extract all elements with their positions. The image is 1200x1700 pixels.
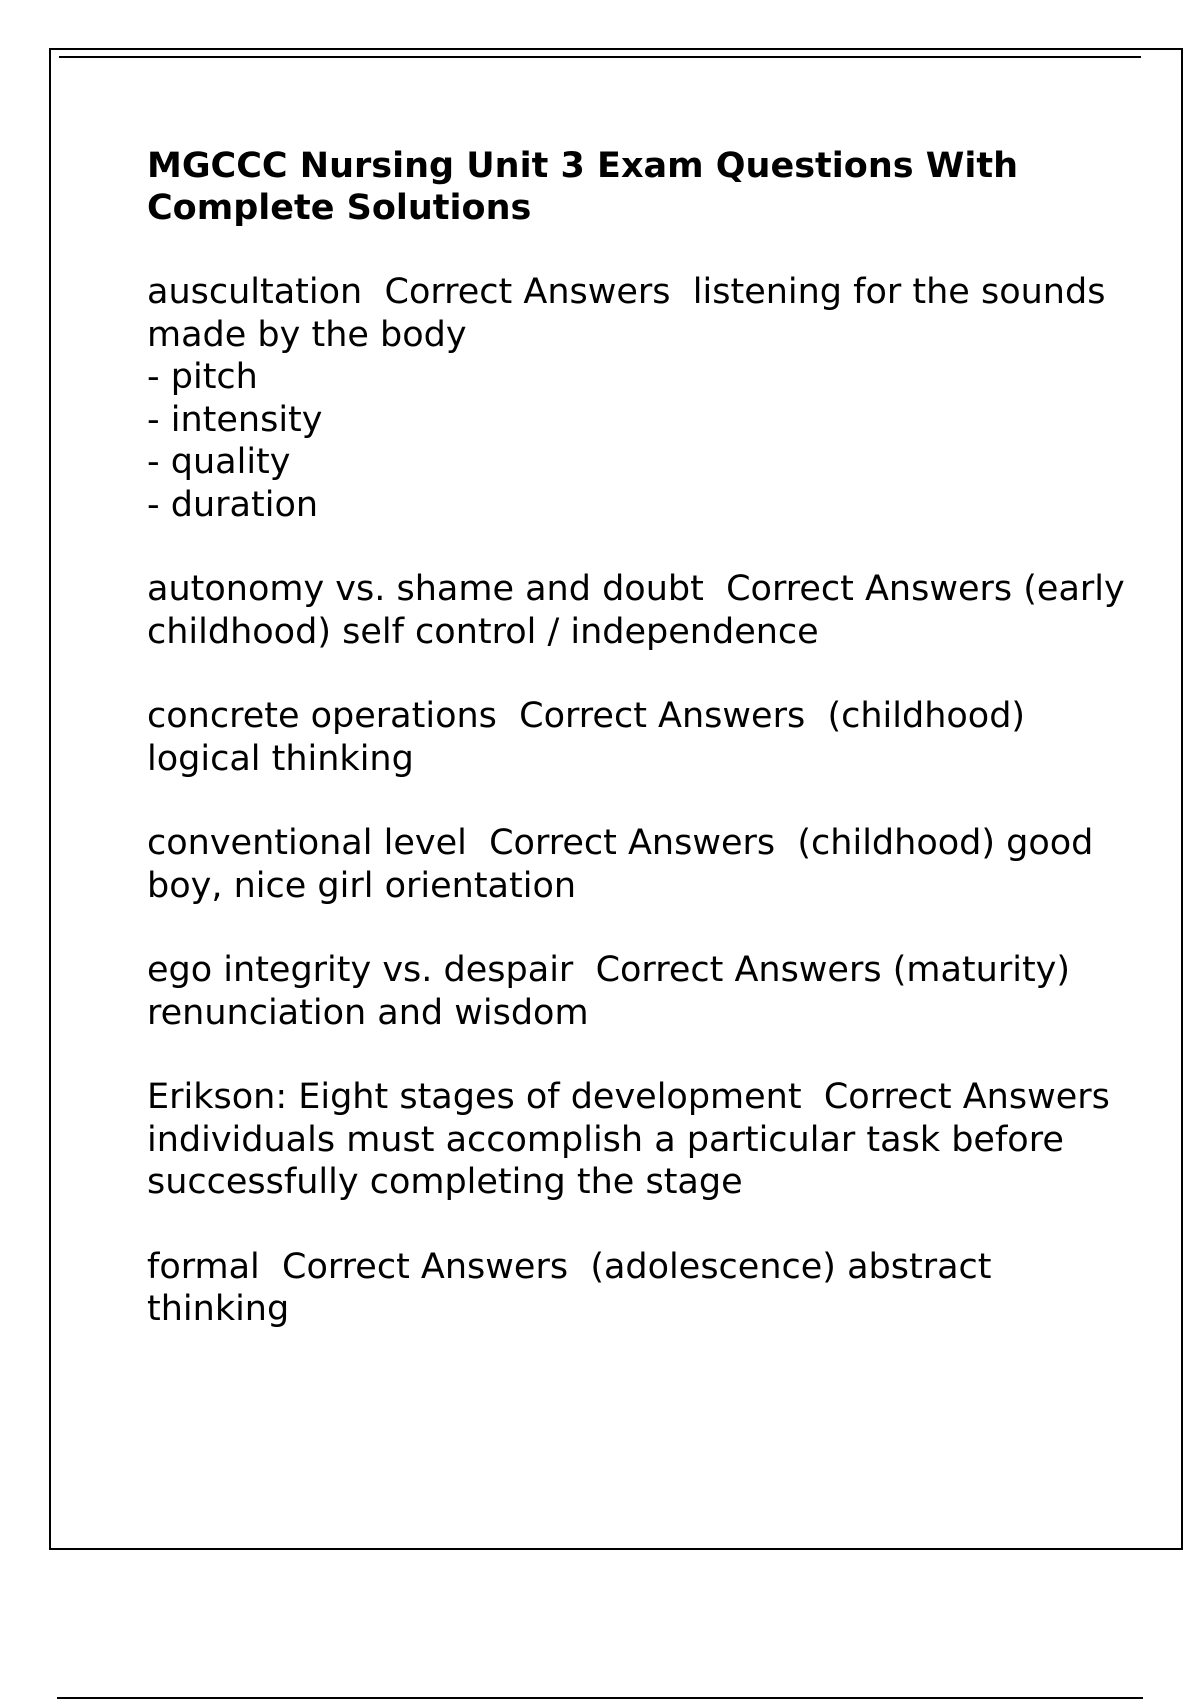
- qa-term: ego integrity vs. despair: [147, 950, 574, 990]
- qa-entry-autonomy: [147, 568, 1136, 653]
- top-rule: [59, 56, 1141, 58]
- qa-term: formal: [147, 1246, 260, 1287]
- qa-entry-auscultation: [147, 271, 1127, 526]
- qa-answer: listening for the sounds made by the body - pitch - intensity - quality - duration: [147, 272, 1106, 525]
- qa-entry-conventional-level: [147, 822, 1127, 907]
- qa-term: autonomy vs. shame and doubt: [147, 569, 704, 609]
- qa-answer: (maturity) renunciation and wisdom: [147, 950, 1082, 1033]
- qa-separator: Correct Answers: [282, 1246, 569, 1287]
- qa-term: Erikson: Eight stages of development: [147, 1077, 802, 1117]
- qa-entry-formal: [147, 1246, 1127, 1331]
- qa-answer: (adolescence) abstract thinking: [147, 1246, 1003, 1329]
- qa-term: conventional level: [147, 823, 467, 863]
- qa-entry-concrete-operations: [147, 695, 1127, 780]
- qa-entry-erikson: [147, 1076, 1127, 1204]
- qa-term: concrete operations: [147, 696, 497, 736]
- qa-separator: Correct Answers: [726, 569, 1013, 609]
- qa-separator: Correct Answers: [384, 272, 671, 312]
- document-title: MGCCC Nursing Unit 3 Exam Questions With Complete Solutions: [147, 146, 1019, 228]
- bottom-rule: [57, 1697, 1143, 1699]
- qa-separator: Correct Answers: [519, 696, 806, 736]
- qa-answer: (early childhood) self control / independence: [147, 569, 1136, 652]
- qa-term: auscultation: [147, 272, 363, 312]
- qa-separator: Correct Answers: [595, 950, 882, 990]
- qa-separator: Correct Answers: [823, 1077, 1110, 1117]
- qa-entry-ego-integrity: [147, 949, 1127, 1034]
- page-frame: [49, 48, 1183, 1550]
- qa-separator: Correct Answers: [489, 823, 776, 863]
- document-content: [147, 145, 1136, 1373]
- qa-answer: individuals must accomplish a particular task before successfully completing the stage: [147, 1119, 1075, 1202]
- qa-answer: (childhood) logical thinking: [147, 696, 1037, 779]
- qa-answer: (childhood) good boy, nice girl orientation: [147, 823, 1105, 906]
